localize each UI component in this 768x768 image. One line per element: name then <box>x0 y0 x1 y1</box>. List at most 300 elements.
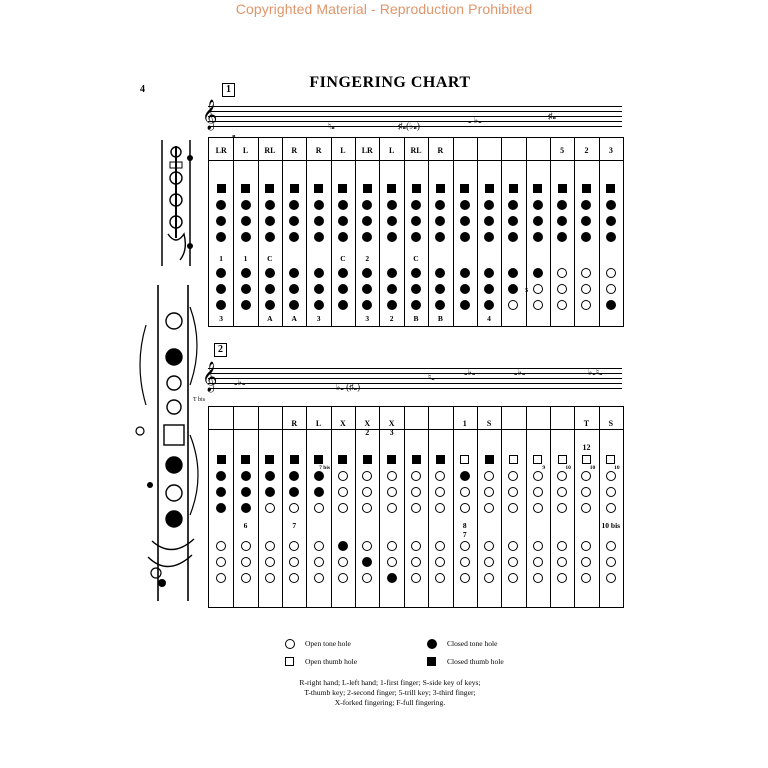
tone-hole <box>460 200 470 210</box>
fingering-header: RL <box>264 146 276 155</box>
copyright-watermark: Copyrighted Material - Reproduction Prohibited <box>235 1 533 17</box>
tone-hole <box>216 216 226 226</box>
tone-hole <box>387 300 397 310</box>
tone-hole <box>460 487 470 497</box>
tone-hole <box>289 573 299 583</box>
tone-hole <box>508 557 518 567</box>
tone-hole <box>289 200 299 210</box>
fingering-header: S <box>486 419 492 428</box>
tone-hole <box>435 232 445 242</box>
tone-hole <box>606 471 616 481</box>
fingering-header: R <box>437 146 444 155</box>
column-divider <box>428 407 429 607</box>
treble-clef-icon: 𝄞 <box>202 100 218 129</box>
tone-hole <box>265 557 275 567</box>
fingering-mark: 10 <box>565 465 571 471</box>
tone-hole <box>557 573 567 583</box>
tone-hole <box>484 503 494 513</box>
tone-hole <box>338 557 348 567</box>
tone-hole <box>435 557 445 567</box>
section-2-staff <box>202 362 622 402</box>
tone-hole <box>411 284 421 294</box>
note-head-icon: ♭𝅝♮𝅝 <box>588 367 603 377</box>
tone-hole <box>216 268 226 278</box>
page-number: 4 <box>140 84 145 95</box>
tone-hole <box>338 216 348 226</box>
tone-hole <box>387 487 397 497</box>
tone-hole <box>581 216 591 226</box>
tone-hole <box>508 541 518 551</box>
tone-hole <box>362 300 372 310</box>
tone-hole <box>216 300 226 310</box>
tone-hole <box>581 284 591 294</box>
fingering-mark: 10 <box>614 465 620 471</box>
column-divider <box>599 407 600 607</box>
tone-hole <box>338 284 348 294</box>
tone-hole <box>606 216 616 226</box>
fingering-mark: A <box>291 314 297 323</box>
fingering-header: R <box>315 146 322 155</box>
fingering-header: L <box>315 419 322 428</box>
fingering-mark: 8 7 <box>462 521 467 539</box>
fingering-header: 5 <box>560 146 565 155</box>
tone-hole <box>362 573 372 583</box>
column-divider <box>233 407 234 607</box>
tone-hole <box>241 487 251 497</box>
column-divider <box>258 407 259 607</box>
tone-hole <box>533 300 543 310</box>
tone-hole <box>387 232 397 242</box>
tone-hole <box>581 487 591 497</box>
tone-hole <box>484 541 494 551</box>
thumb-hole <box>412 455 421 464</box>
thumb-hole <box>217 455 226 464</box>
treble-clef-icon: 𝄞 <box>202 362 218 391</box>
column-divider <box>526 138 527 326</box>
tone-hole <box>557 200 567 210</box>
tone-hole <box>338 487 348 497</box>
tone-hole <box>314 268 324 278</box>
tone-hole <box>314 487 324 497</box>
tone-hole <box>533 232 543 242</box>
tone-hole <box>508 503 518 513</box>
fingering-mark: 2 <box>389 314 394 323</box>
page-title: FINGERING CHART <box>309 74 471 91</box>
tone-hole <box>314 284 324 294</box>
tone-hole <box>241 471 251 481</box>
note-head-icon: 𝅝♭𝅝 <box>514 367 526 377</box>
tone-hole <box>241 232 251 242</box>
tone-hole <box>387 557 397 567</box>
tone-hole <box>460 573 470 583</box>
column-divider <box>331 407 332 607</box>
legend <box>285 638 525 670</box>
tone-hole <box>508 487 518 497</box>
tone-hole <box>362 557 372 567</box>
tone-hole <box>216 471 226 481</box>
thumb-hole <box>533 455 542 464</box>
column-divider <box>501 407 502 607</box>
fingering-header: R <box>291 419 298 428</box>
fingering-mark: A <box>267 314 273 323</box>
fingering-header: LR <box>215 146 227 155</box>
tone-hole <box>241 503 251 513</box>
tone-hole <box>241 541 251 551</box>
tone-hole <box>606 284 616 294</box>
tone-hole <box>289 557 299 567</box>
tone-hole <box>508 200 518 210</box>
tone-hole <box>557 503 567 513</box>
section-1-staff <box>202 100 622 140</box>
tone-hole <box>460 541 470 551</box>
abbreviation-line-2: T-thumb key; 2-second finger; 5-trill key; 3-third finger; <box>304 688 476 697</box>
thumb-hole <box>485 184 494 193</box>
tone-hole <box>435 503 445 513</box>
tone-hole <box>411 471 421 481</box>
tone-hole <box>533 503 543 513</box>
tone-hole <box>314 541 324 551</box>
tone-hole <box>411 541 421 551</box>
fingering-header: L <box>388 146 395 155</box>
thumb-hole <box>412 184 421 193</box>
tone-hole <box>533 573 543 583</box>
tone-hole <box>581 300 591 310</box>
tone-hole <box>216 284 226 294</box>
tone-hole <box>606 503 616 513</box>
tone-hole <box>533 200 543 210</box>
tone-hole <box>265 216 275 226</box>
fingering-mark: B <box>413 314 419 323</box>
thumb-hole <box>265 184 274 193</box>
tone-hole <box>362 216 372 226</box>
thumb-hole <box>509 184 518 193</box>
tone-hole <box>411 200 421 210</box>
tone-hole <box>411 573 421 583</box>
tone-hole <box>265 268 275 278</box>
thumb-hole <box>460 184 469 193</box>
legend-closed-thumb-hole: Closed thumb hole <box>447 657 504 666</box>
tone-hole <box>241 300 251 310</box>
tone-hole <box>484 200 494 210</box>
tone-hole <box>508 573 518 583</box>
fingering-mark: 6 <box>243 521 248 530</box>
column-divider <box>501 138 502 326</box>
thumb-hole <box>460 455 469 464</box>
tone-hole <box>338 300 348 310</box>
column-divider <box>282 138 283 326</box>
column-divider <box>550 138 551 326</box>
thumb-hole <box>241 455 250 464</box>
tone-hole <box>265 284 275 294</box>
tone-hole <box>387 216 397 226</box>
tone-hole <box>314 232 324 242</box>
section-1-label: 1 <box>222 83 235 97</box>
tone-hole <box>362 541 372 551</box>
tone-hole <box>533 216 543 226</box>
fingering-mark: 10 bis <box>601 521 621 530</box>
thumb-hole <box>338 455 347 464</box>
abbreviation-line-1: R-right hand; L-left hand; 1-first finger; S-side key of keys; <box>299 678 481 687</box>
tone-hole <box>387 471 397 481</box>
tone-hole <box>216 573 226 583</box>
tone-hole <box>362 487 372 497</box>
thumb-hole <box>314 184 323 193</box>
thumb-hole <box>363 184 372 193</box>
column-divider <box>355 407 356 607</box>
fingering-header: T <box>583 419 590 428</box>
fingering-header: LR <box>361 146 373 155</box>
tone-hole <box>508 284 518 294</box>
fingering-header: 1 <box>462 419 467 428</box>
tone-hole <box>484 268 494 278</box>
tone-hole <box>435 487 445 497</box>
column-divider <box>306 138 307 326</box>
tone-hole <box>484 232 494 242</box>
thumb-hole <box>338 184 347 193</box>
thumb-hole <box>509 455 518 464</box>
tone-hole <box>606 487 616 497</box>
tone-hole <box>435 200 445 210</box>
tone-hole <box>289 216 299 226</box>
tone-hole <box>606 200 616 210</box>
tone-hole <box>362 232 372 242</box>
column-divider <box>404 407 405 607</box>
tone-hole <box>265 300 275 310</box>
tone-hole <box>460 471 470 481</box>
tone-hole <box>265 471 275 481</box>
tone-hole <box>387 284 397 294</box>
thumb-hole <box>290 184 299 193</box>
tone-hole <box>362 268 372 278</box>
fingering-mark: 9 <box>542 465 546 471</box>
clarinet-upper-joint-illustration <box>150 138 202 268</box>
thumb-hole <box>387 184 396 193</box>
fingering-mark: C <box>413 254 419 263</box>
tone-hole <box>435 300 445 310</box>
tone-hole <box>533 541 543 551</box>
column-divider <box>355 138 356 326</box>
section-2-fingering-table <box>208 406 624 608</box>
thumb-hole <box>533 184 542 193</box>
tone-hole <box>289 487 299 497</box>
tone-hole <box>606 541 616 551</box>
tone-hole <box>484 471 494 481</box>
tone-hole <box>557 268 567 278</box>
tone-hole <box>216 200 226 210</box>
tone-hole <box>314 573 324 583</box>
fingering-header: L <box>242 146 249 155</box>
tone-hole <box>387 268 397 278</box>
thumb-hole <box>558 455 567 464</box>
column-divider <box>379 407 380 607</box>
tone-hole <box>484 300 494 310</box>
tone-hole <box>533 284 543 294</box>
tone-hole <box>241 200 251 210</box>
tone-hole <box>484 557 494 567</box>
tone-hole <box>265 573 275 583</box>
thumb-hole <box>241 184 250 193</box>
fingering-mark: C <box>340 254 346 263</box>
tone-hole <box>435 216 445 226</box>
tone-hole <box>241 284 251 294</box>
tone-hole <box>338 232 348 242</box>
tone-hole <box>362 284 372 294</box>
tone-hole <box>362 471 372 481</box>
fingering-mark: 1 <box>243 254 248 263</box>
tone-hole <box>557 216 567 226</box>
tone-hole <box>241 557 251 567</box>
closed-thumb-hole-icon <box>427 657 436 666</box>
note-head-icon: ♮𝅝 <box>328 121 335 131</box>
tone-hole <box>265 232 275 242</box>
tone-hole <box>533 268 543 278</box>
tone-hole <box>460 300 470 310</box>
fingering-mark: 3 <box>365 314 370 323</box>
tone-hole <box>387 541 397 551</box>
column-divider <box>233 138 234 326</box>
column-divider <box>404 138 405 326</box>
tone-hole <box>533 471 543 481</box>
column-divider <box>453 138 454 326</box>
tone-hole <box>411 503 421 513</box>
tone-hole <box>508 268 518 278</box>
thumb-hole <box>606 184 615 193</box>
column-divider <box>258 138 259 326</box>
note-head-icon: ♭𝅝 (♯𝅝) <box>336 382 361 392</box>
tone-hole <box>557 557 567 567</box>
fingering-mark: 10 <box>589 465 596 471</box>
legend-open-thumb-hole: Open thumb hole <box>305 657 358 666</box>
tone-hole <box>460 216 470 226</box>
tone-hole <box>411 487 421 497</box>
tone-hole <box>216 541 226 551</box>
tone-hole <box>557 284 567 294</box>
clarinet-lower-joint-illustration <box>128 285 210 605</box>
legend-open-tone-hole: Open tone hole <box>305 639 351 648</box>
tone-hole <box>508 216 518 226</box>
tone-hole <box>314 216 324 226</box>
tone-hole <box>581 541 591 551</box>
tone-hole <box>581 503 591 513</box>
legend-closed-tone-hole: Closed tone hole <box>447 639 498 648</box>
tone-hole <box>557 541 567 551</box>
tone-hole <box>460 284 470 294</box>
column-divider <box>574 138 575 326</box>
tone-hole <box>265 487 275 497</box>
tone-hole <box>606 300 616 310</box>
fingering-header: 3 <box>608 146 613 155</box>
note-head-icon: 𝅝♭𝅝 <box>464 367 476 377</box>
tone-hole <box>460 557 470 567</box>
thumb-hole <box>582 184 591 193</box>
tone-hole <box>289 300 299 310</box>
tone-hole <box>581 200 591 210</box>
tone-hole <box>289 503 299 513</box>
tone-hole <box>387 200 397 210</box>
fingering-mark: 7 <box>292 521 297 530</box>
tone-hole <box>338 200 348 210</box>
tone-hole <box>484 573 494 583</box>
thumb-hole <box>217 184 226 193</box>
note-head-icon: ♮𝅝 <box>428 372 435 382</box>
tone-hole <box>338 503 348 513</box>
column-divider <box>477 138 478 326</box>
column-divider <box>599 138 600 326</box>
thumb-hole <box>290 455 299 464</box>
fingering-header: R <box>291 146 298 155</box>
fingering-header: RL <box>410 146 422 155</box>
tone-hole <box>362 503 372 513</box>
note-head-icon: 𝅝 <box>232 129 236 139</box>
section-2-label: 2 <box>214 343 227 357</box>
column-divider <box>379 138 380 326</box>
tone-hole <box>557 300 567 310</box>
tone-hole <box>338 573 348 583</box>
tone-hole <box>581 573 591 583</box>
fingering-mark: 1 <box>219 254 224 263</box>
fingering-mark: C <box>267 254 273 263</box>
tone-hole <box>581 268 591 278</box>
tone-hole <box>484 284 494 294</box>
column-divider <box>331 138 332 326</box>
tone-hole <box>289 284 299 294</box>
note-head-icon: 𝅝 ♭𝅝 <box>468 115 482 125</box>
tone-hole <box>606 557 616 567</box>
section-1-fingering-table <box>208 137 624 327</box>
tone-hole <box>435 471 445 481</box>
tone-hole <box>314 300 324 310</box>
tone-hole <box>581 471 591 481</box>
tone-hole <box>265 503 275 513</box>
tone-hole <box>460 503 470 513</box>
thumb-hole <box>387 455 396 464</box>
tone-hole <box>314 200 324 210</box>
open-tone-hole-icon <box>285 639 295 649</box>
thumb-hole <box>436 184 445 193</box>
tone-hole <box>289 232 299 242</box>
tone-hole <box>362 200 372 210</box>
tone-hole <box>314 503 324 513</box>
tone-hole <box>557 232 567 242</box>
fingering-header: X 2 <box>364 419 371 437</box>
tone-hole <box>314 471 324 481</box>
tone-hole <box>606 232 616 242</box>
column-divider <box>453 407 454 607</box>
note-head-icon: ♯𝅝(♭𝅝) <box>398 121 420 131</box>
tone-hole <box>216 487 226 497</box>
tone-hole <box>265 541 275 551</box>
fingering-mark: 3 <box>316 314 321 323</box>
tone-hole <box>435 541 445 551</box>
thumb-hole <box>314 455 323 464</box>
fingering-side-mark: 5 <box>525 288 529 294</box>
thumb-hole <box>606 455 615 464</box>
tone-hole <box>533 487 543 497</box>
tone-hole <box>557 487 567 497</box>
tone-hole <box>289 471 299 481</box>
tone-hole <box>606 573 616 583</box>
fingering-header: X <box>340 419 346 428</box>
tone-hole <box>581 232 591 242</box>
fingering-mark: 7 bis <box>319 465 330 471</box>
column-divider <box>477 407 478 607</box>
tone-hole <box>435 284 445 294</box>
column-divider <box>428 138 429 326</box>
tone-hole <box>289 541 299 551</box>
abbreviation-line-3: X-forked fingering; F-full fingering. <box>334 698 446 707</box>
tone-hole <box>411 268 421 278</box>
tone-hole <box>533 557 543 567</box>
